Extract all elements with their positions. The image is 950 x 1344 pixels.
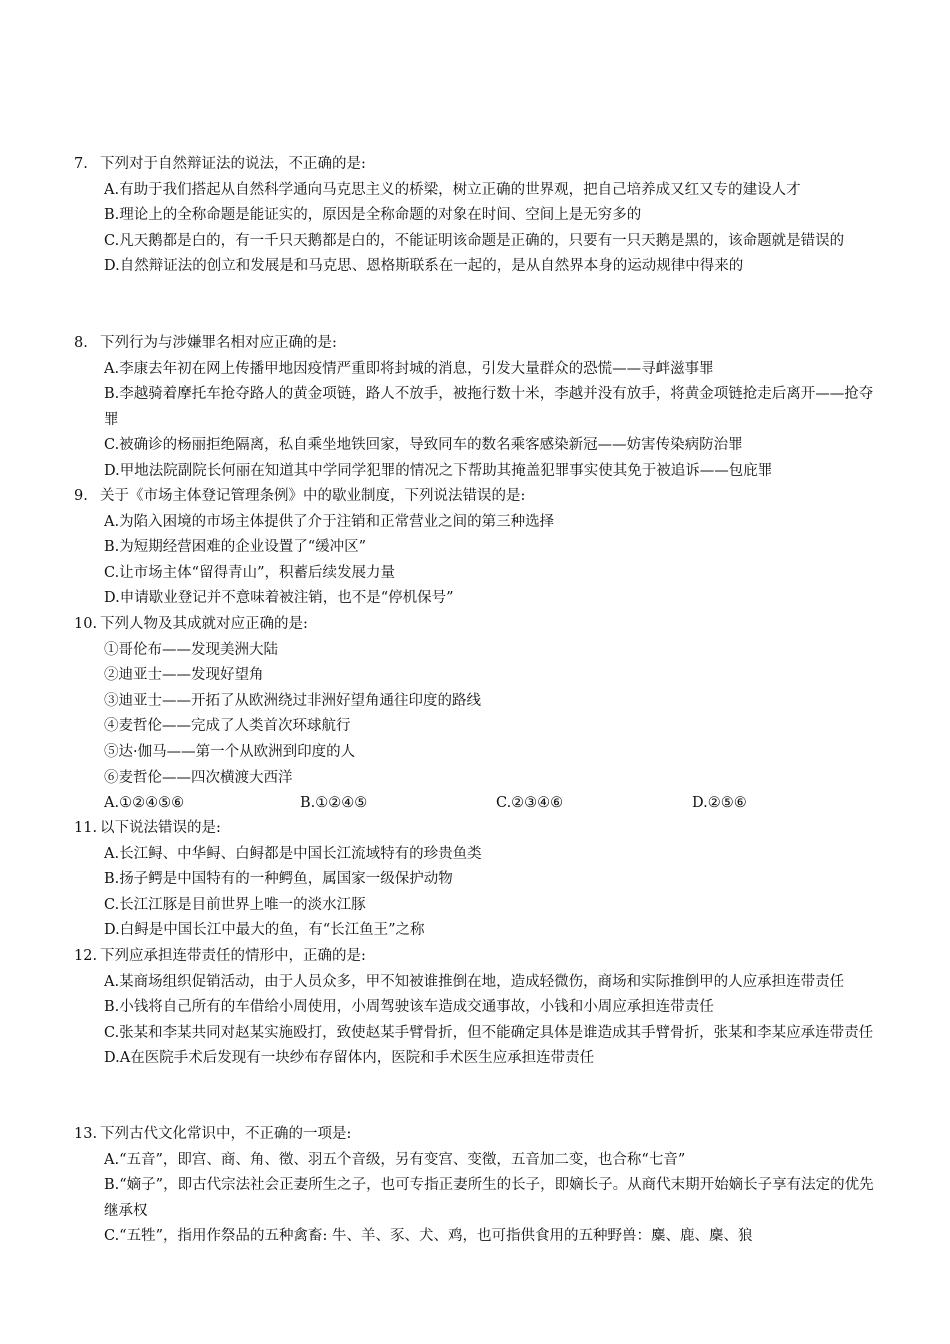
question-12 xyxy=(74,944,884,1072)
option-c: C.被确诊的杨丽拒绝隔离，私自乘坐地铁回家，导致同车的数名乘客感染新冠——妨害传染病防治罪 xyxy=(104,437,743,454)
option-d: D.A在医院手术后发现有一块纱布存留体内，医院和手术医生应承担连带责任 xyxy=(104,1050,595,1067)
statement-item: ③迪亚士——开拓了从欧洲绕过非洲好望角通往印度的路线 xyxy=(104,692,481,709)
option-c: C.②③④⑥ xyxy=(496,795,564,812)
question-stem: 11. 以下说法错误的是: xyxy=(74,820,221,836)
question-9 xyxy=(74,484,884,612)
option-a: A.李康去年初在网上传播甲地因疫情严重即将封城的消息，引发大量群众的恐慌——寻衅滋事罪 xyxy=(104,360,714,377)
option-d: D.②⑤⑥ xyxy=(692,795,747,812)
option-c: C.凡天鹅都是白的，有一千只天鹅都是白的，不能证明该命题是正确的，只要有一只天鹅是黑的，该命题就是错误的 xyxy=(104,232,845,249)
option-a: A.“五音”，即宫、商、角、徵、羽五个音级，另有变宫、变徵，五音加二变，也合称“七音” xyxy=(104,1151,686,1168)
option-a: A.某商场组织促销活动，由于人员众多，甲不知被谁推倒在地，造成轻微伤，商场和实际推倒甲的人应承担连带责任 xyxy=(104,973,845,990)
option-d: D.自然辩证法的创立和发展是和马克思、恩格斯联系在一起的，是从自然界本身的运动规律中得来的 xyxy=(104,258,744,275)
option-d: D.白鲟是中国长江中最大的鱼，有“长江鱼王”之称 xyxy=(104,922,425,939)
option-a: A.长江鲟、中华鲟、白鲟都是中国长江流域特有的珍贵鱼类 xyxy=(104,845,482,862)
question-stem: 8. 下列行为与涉嫌罪名相对应正确的是: xyxy=(74,335,337,351)
option-b: B.“嫡子”，即古代宗法社会正妻所生之子，也可专指正妻所生的长子，即嫡长子。从商代末期开始嫡长子享有法定的优先继承权 xyxy=(104,1177,874,1219)
option-b: B.李越骑着摩托车抢夺路人的黄金项链，路人不放手，被拖行数十米，李越并没有放手，将黄金项链抢走后离开——抢夺罪 xyxy=(104,386,874,428)
question-7 xyxy=(74,152,884,280)
option-b: B.理论上的全称命题是能证实的，原因是全称命题的对象在时间、空间上是无穷多的 xyxy=(104,207,642,224)
option-c: C.让市场主体“留得青山”，积蓄后续发展力量 xyxy=(104,564,396,581)
statement-item: ⑥麦哲伦——四次横渡大西洋 xyxy=(104,769,293,786)
statement-item: ⑤达·伽马——第一个从欧洲到印度的人 xyxy=(104,743,356,760)
question-stem: 12. 下列应承担连带责任的情形中，正确的是: xyxy=(74,948,366,964)
option-c: C.长江江豚是目前世界上唯一的淡水江豚 xyxy=(104,896,366,913)
option-b: B.①②④⑤ xyxy=(300,795,368,812)
question-8 xyxy=(74,331,884,485)
question-10 xyxy=(74,612,884,817)
question-stem: 9. 关于《市场主体登记管理条例》中的歇业制度，下列说法错误的是: xyxy=(74,488,526,504)
statement-item: ①哥伦布——发现美洲大陆 xyxy=(104,641,278,658)
options-row xyxy=(104,791,884,817)
question-stem: 13. 下列古代文化常识中，不正确的一项是: xyxy=(74,1126,352,1142)
question-13 xyxy=(74,1122,884,1250)
option-a: A.有助于我们搭起从自然科学通向马克思主义的桥梁，树立正确的世界观，把自己培养成又红又专的建设人才 xyxy=(104,181,801,198)
statement-item: ④麦哲伦——完成了人类首次环球航行 xyxy=(104,718,351,735)
question-11 xyxy=(74,816,884,944)
option-b: B.小钱将自己所有的车借给小周使用，小周驾驶该车造成交通事故，小钱和小周应承担连带责任 xyxy=(104,999,714,1016)
option-b: B.扬子鳄是中国特有的一种鳄鱼，属国家一级保护动物 xyxy=(104,871,453,888)
option-a: A.①②④⑤⑥ xyxy=(104,795,185,812)
option-c: C.张某和李某共同对赵某实施殴打，致使赵某手臂骨折，但不能确定具体是谁造成其手臂骨折，张某和李某应承连带责任 xyxy=(104,1024,874,1041)
option-c: C.“五牲”，指用作祭品的五种禽畜: 牛、羊、豕、犬、鸡，也可指供食用的五种野兽：麋、鹿、麇、狼 xyxy=(104,1228,753,1245)
option-a: A.为陷入困境的市场主体提供了介于注销和正常营业之间的第三种选择 xyxy=(104,513,555,530)
option-d: D.申请歇业登记并不意味着被注销，也不是“停机保号” xyxy=(104,590,454,607)
option-d: D.甲地法院副院长何丽在知道其中学同学犯罪的情况之下帮助其掩盖犯罪事实使其免于被追诉——包庇罪 xyxy=(104,462,773,479)
statement-item: ②迪亚士——发现好望角 xyxy=(104,667,264,684)
option-b: B.为短期经营困难的企业设置了“缓冲区” xyxy=(104,539,367,556)
question-stem: 7. 下列对于自然辩证法的说法，不正确的是: xyxy=(74,156,366,172)
question-stem: 10. 下列人物及其成就对应正确的是: xyxy=(74,616,308,632)
